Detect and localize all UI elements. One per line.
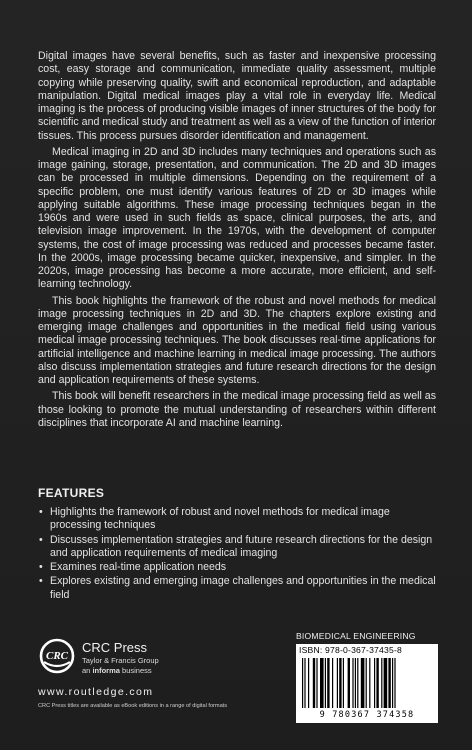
crc-press-logo-icon (38, 637, 76, 675)
barcode-bar (348, 658, 350, 708)
description-text (38, 50, 436, 433)
barcode-bar (337, 658, 338, 708)
barcode-bar (357, 658, 358, 708)
description-paragraph-1: Digital images have several benefits, such as faster and inexpensive processing cost, easy storage and communication, immediate quality assessment, multiple copying while preserving quality, swift and economical reproduction, and adaptable manipulation. Digital medical images play a vital role in everyday life. Medical imaging is the process of producing visible images of inner structures of the body for scientific and medical study and treatment as well as a view of the function of interior tissues. This process pursues disorder identification and management. (38, 50, 436, 142)
barcode-bar (392, 658, 393, 708)
isbn-box (296, 644, 438, 723)
barcode-block (296, 631, 438, 723)
publisher-group: Taylor & Francis Group (82, 656, 159, 665)
barcode-icon (300, 658, 434, 710)
bullet-icon: • (39, 533, 43, 546)
barcode-bar (304, 658, 305, 708)
barcode-bar (316, 658, 317, 708)
logo-text: CRC (45, 650, 69, 662)
barcode-bar (374, 658, 375, 708)
barcode-bar (302, 658, 303, 708)
barcode-bar (320, 658, 324, 708)
feature-text: Highlights the framework of robust and novel methods for medical image processing techniques (50, 506, 390, 532)
barcode-bar (352, 658, 353, 708)
publisher-business (82, 666, 152, 675)
description-paragraph-4: This book will benefit researchers in the medical image processing field as well as those looking to promote the mutual understanding of researchers within different disciplines that incorporate AI and machine learning. (38, 390, 436, 429)
business-suffix: business (119, 666, 152, 675)
barcode-bar (384, 658, 388, 708)
bullet-icon: • (39, 506, 43, 518)
bullet-icon: • (39, 575, 43, 588)
barcode-bar (343, 658, 344, 708)
isbn-label: ISBN: 978-0-367-37435-8 (299, 645, 403, 655)
barcode-bar (361, 658, 365, 708)
barcode-bar (339, 658, 341, 708)
feature-text: Examines real-time application needs (50, 561, 227, 573)
business-prefix: an (82, 666, 93, 675)
barcode-digits: 9 780367 374358 (319, 710, 415, 720)
barcode-bar (394, 658, 395, 708)
description-paragraph-3: This book highlights the framework of the robust and novel methods for medical image processing techniques in 2D and 3D. The chapters explore existing and emerging image challenges and opportunities in the medical field using various medical image processing techniques. The book discusses real-time applications for artificial intelligence and machine learning in medical image processing. The authors also discuss implementation strategies and future research directions for the design and application requirements of these systems. (38, 294, 436, 386)
barcode-bar (366, 658, 367, 708)
description-paragraph-2: Medical imaging in 2D and 3D includes many techniques and operations such as image gaining, storage, presentation, and communication. The 2D and 3D images can be processed in multiple dimensions. Depending on the requirement of a specific problem, one must identify various features of 2D or 3D images while applying suitable algorithms. These image processing techniques began in the 1960s and were used in such fields as space, clinical purposes, the arts, and television image improvement. In the 1970s, with the development of computer systems, the cost of image processing was reduced and processes became faster. In the 2000s, image processing became quicker, inexpensive, and simpler. In the 2020s, image processing has become a more accurate, more efficient, and self-learning technology. (38, 145, 436, 291)
feature-text: Explores existing and emerging image challenges and opportunities in the medical field (50, 575, 436, 601)
features-heading: FEATURES (38, 486, 105, 500)
feature-item (38, 561, 438, 574)
publisher-name: CRC Press (82, 640, 148, 655)
barcode-bar (388, 658, 390, 708)
features-list (38, 506, 438, 603)
barcode-bar (313, 658, 315, 708)
feature-text: Discusses implementation strategies and future research directions for the design and application requirements of medical imaging (50, 533, 433, 559)
barcode-bar (327, 658, 329, 708)
subject-category: BIOMEDICAL ENGINEERING (296, 631, 416, 641)
barcode-bar (308, 658, 309, 708)
barcode-bar (381, 658, 382, 708)
barcode-bar (332, 658, 333, 708)
barcode-bar (376, 658, 378, 708)
bullet-icon: • (39, 561, 43, 573)
website-link[interactable]: www.routledge.com (38, 686, 154, 698)
feature-item (38, 534, 438, 561)
ebook-note: CRC Press titles are available as eBook editions in a range of digital formats (38, 703, 228, 709)
barcode-bar (369, 658, 370, 708)
feature-item (38, 506, 438, 533)
barcode-bar (325, 658, 326, 708)
business-name: informa (92, 666, 120, 675)
feature-item (38, 575, 438, 602)
barcode-bar (355, 658, 356, 708)
